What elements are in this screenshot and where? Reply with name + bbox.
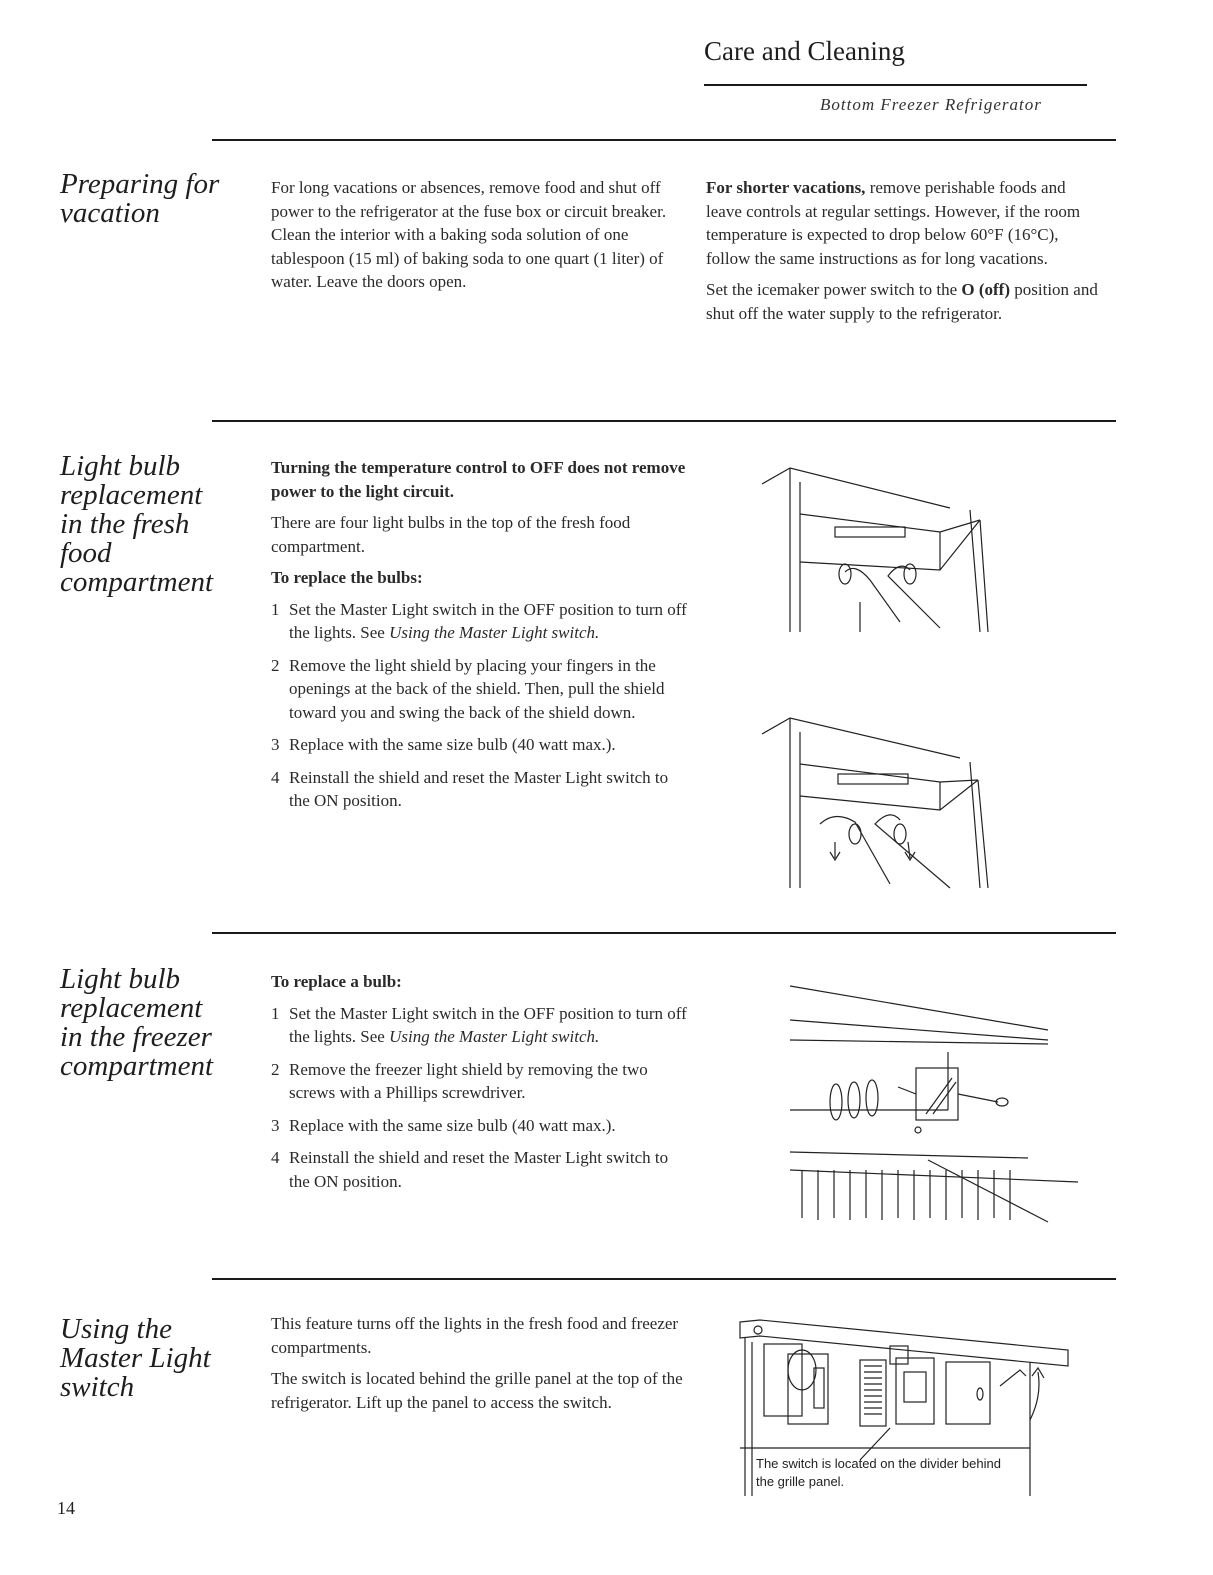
freezer-text	[271, 970, 691, 1202]
section-divider	[212, 932, 1116, 934]
step-number: 4	[271, 1148, 280, 1167]
step-number: 3	[271, 1115, 280, 1135]
master-light-intro: This feature turns off the lights in the fresh food and freezer compartments.	[271, 1314, 679, 1357]
list-item	[271, 1146, 691, 1193]
section-title-freezer: Light bulb replacement in the freezer compartment	[60, 963, 214, 1082]
fresh-food-text	[271, 456, 691, 822]
step-number: 1	[271, 599, 280, 619]
section-title-fresh-food: Light bulb replacement in the fresh food compartment	[60, 450, 214, 598]
master-light-text	[271, 1312, 691, 1422]
vacation-right-text	[706, 176, 1098, 333]
list-item	[271, 733, 691, 757]
step-reference: Using the Master Light switch.	[389, 1027, 600, 1046]
fresh-food-intro: There are four light bulbs in the top of the fresh food compartment.	[271, 513, 631, 556]
section-divider	[212, 420, 1116, 422]
step-text: Set the Master Light switch in the OFF position to turn off the lights. See	[289, 1003, 687, 1046]
step-number: 2	[271, 655, 280, 675]
list-item	[271, 1058, 691, 1105]
list-item	[271, 1114, 691, 1138]
section-divider	[212, 139, 1116, 141]
step-text: Reinstall the shield and reset the Master Light switch to the ON position.	[289, 767, 669, 810]
page-number: 14	[57, 1498, 75, 1518]
list-item	[271, 654, 691, 725]
step-text: Replace with the same size bulb (40 watt max.).	[289, 735, 616, 754]
caption-line-2: the grille panel.	[756, 1474, 845, 1489]
list-item	[271, 766, 691, 813]
section-divider	[212, 1278, 1116, 1280]
master-light-switch-illustration	[730, 1310, 1080, 1500]
vacation-left-text	[271, 176, 671, 302]
list-item	[271, 598, 691, 645]
step-number: 1	[271, 1003, 280, 1023]
step-text: Remove the freezer light shield by removing the two screws with a Phillips screwdriver.	[289, 1059, 648, 1102]
freezer-subheading: To replace a bulb:	[271, 972, 402, 991]
freezer-steps	[271, 1002, 691, 1194]
step-text: Reinstall the shield and reset the Master Light switch to the ON position.	[289, 1148, 669, 1191]
page-title: Care and Cleaning	[704, 36, 905, 66]
page-subtitle: Bottom Freezer Refrigerator	[820, 95, 1042, 114]
freezer-shield-illustration	[788, 982, 1084, 1232]
icemaker-text-after: position and shut off the water supply to the refrigerator.	[706, 280, 1098, 323]
fresh-food-steps	[271, 598, 691, 813]
caption-line-1: The switch is located on the divider behind	[756, 1456, 1001, 1471]
fresh-food-shield-illustration-2	[760, 712, 1000, 892]
icemaker-off-label: O (off)	[961, 280, 1011, 299]
step-number: 3	[271, 735, 280, 754]
fresh-food-subheading: To replace the bulbs:	[271, 568, 423, 587]
step-text: Set the Master Light switch in the OFF position to turn off the lights. See	[289, 599, 687, 642]
section-title-master-light: Using the Master Light switch	[60, 1313, 211, 1403]
vacation-short-body: remove perishable foods and leave controls at regular settings. However, if the room temperature is expected to drop below 60°F (16°C), follow the same instructions as for long vacations.	[706, 178, 1081, 268]
icemaker-text-before: Set the icemaker power switch to the	[706, 280, 962, 299]
vacation-long-paragraph: For long vacations or absences, remove food and shut off power to the refrigerator at the fuse box or circuit breaker. Clean the interior with a baking soda solution of one tablespoon (15 ml) of baking soda to one quart (1 liter) of water. Leave the doors open.	[271, 178, 667, 291]
list-item	[271, 1002, 691, 1049]
fresh-food-shield-illustration-1	[760, 462, 1000, 642]
master-light-location: The switch is located behind the grille panel at the top of the refrigerator. Lift up the panel to access the switch.	[271, 1369, 683, 1412]
step-text: Remove the light shield by placing your fingers in the openings at the back of the shield. Then, pull the shield toward you and swing the back of the shield down.	[289, 655, 665, 722]
step-reference: Using the Master Light switch.	[389, 623, 600, 642]
fresh-food-warning: Turning the temperature control to OFF does not remove power to the light circuit.	[271, 458, 686, 501]
section-title-vacation: Preparing for vacation	[60, 168, 220, 229]
header-divider	[704, 84, 1087, 86]
step-number: 4	[271, 767, 280, 787]
vacation-short-lead: For shorter vacations,	[706, 178, 866, 197]
step-number: 2	[271, 1059, 280, 1079]
vacation-icemaker-paragraph	[706, 278, 1098, 325]
step-text: Replace with the same size bulb (40 watt max.).	[289, 1115, 616, 1135]
vacation-short-paragraph	[706, 176, 1098, 270]
